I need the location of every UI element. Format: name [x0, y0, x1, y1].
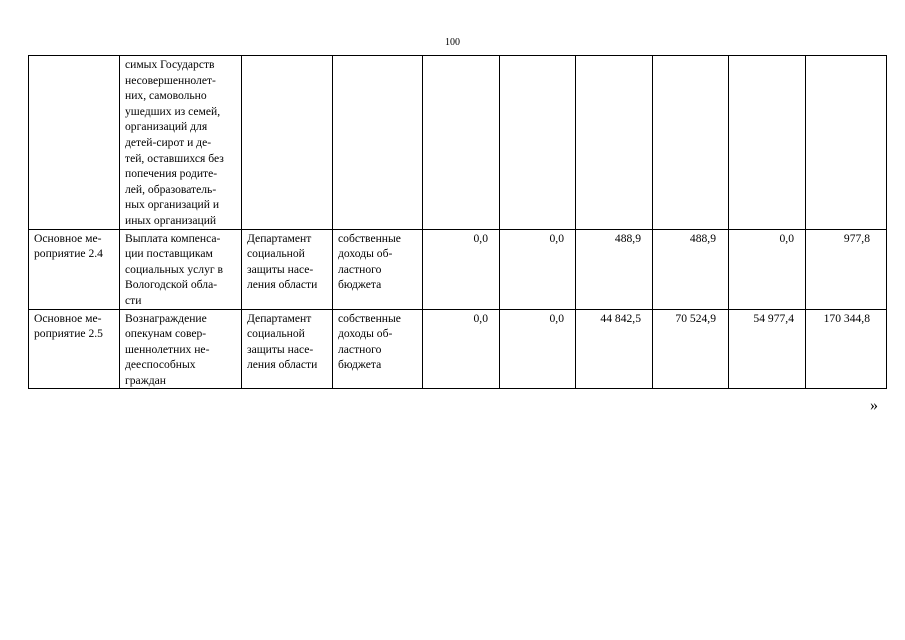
description-cell: Вознаграждение опекунам совер- шеннолетних не- дееспособных граждан — [120, 309, 242, 389]
value-cell: 54 977,4 — [729, 309, 806, 389]
event-cell: Основное ме- роприятие 2.5 — [29, 309, 120, 389]
event-cell: Основное ме- роприятие 2.4 — [29, 229, 120, 309]
table-row — [29, 56, 887, 230]
value-cell: 44 842,5 — [576, 309, 653, 389]
value-cell — [500, 56, 576, 230]
executor-cell: Департамент социальной защиты насе- ления области — [242, 309, 333, 389]
executor-cell — [242, 56, 333, 230]
value-cell: 70 524,9 — [653, 309, 729, 389]
value-cell: 0,0 — [423, 229, 500, 309]
value-cell: 0,0 — [423, 309, 500, 389]
value-cell: 0,0 — [500, 309, 576, 389]
event-cell — [29, 56, 120, 230]
executor-cell: Департамент социальной защиты насе- ления области — [242, 229, 333, 309]
value-cell — [729, 56, 806, 230]
description-cell: Выплата компенса- ции поставщикам социальных услуг в Вологодской обла- сти — [120, 229, 242, 309]
table-row — [29, 309, 887, 389]
value-cell — [576, 56, 653, 230]
program-events-table — [28, 55, 887, 389]
value-cell: 0,0 — [500, 229, 576, 309]
funding-source-cell — [333, 56, 423, 230]
page-number: 100 — [445, 37, 460, 48]
value-cell: 0,0 — [729, 229, 806, 309]
funding-source-cell: собственные доходы об- ластного бюджета — [333, 229, 423, 309]
value-cell — [653, 56, 729, 230]
description-cell: симых Государств несовершеннолет- них, самовольно ушедших из семей, организаций для детей-сирот и де- тей, оставшихся без попечения родите- лей, образователь- ных организаций и иных организаций — [120, 56, 242, 230]
closing-quote: » — [870, 397, 878, 414]
value-cell: 488,9 — [653, 229, 729, 309]
funding-source-cell: собственные доходы об- ластного бюджета — [333, 309, 423, 389]
value-cell — [423, 56, 500, 230]
total-cell: 977,8 — [806, 229, 887, 309]
value-cell: 488,9 — [576, 229, 653, 309]
total-cell: 170 344,8 — [806, 309, 887, 389]
table-row — [29, 229, 887, 309]
total-cell — [806, 56, 887, 230]
